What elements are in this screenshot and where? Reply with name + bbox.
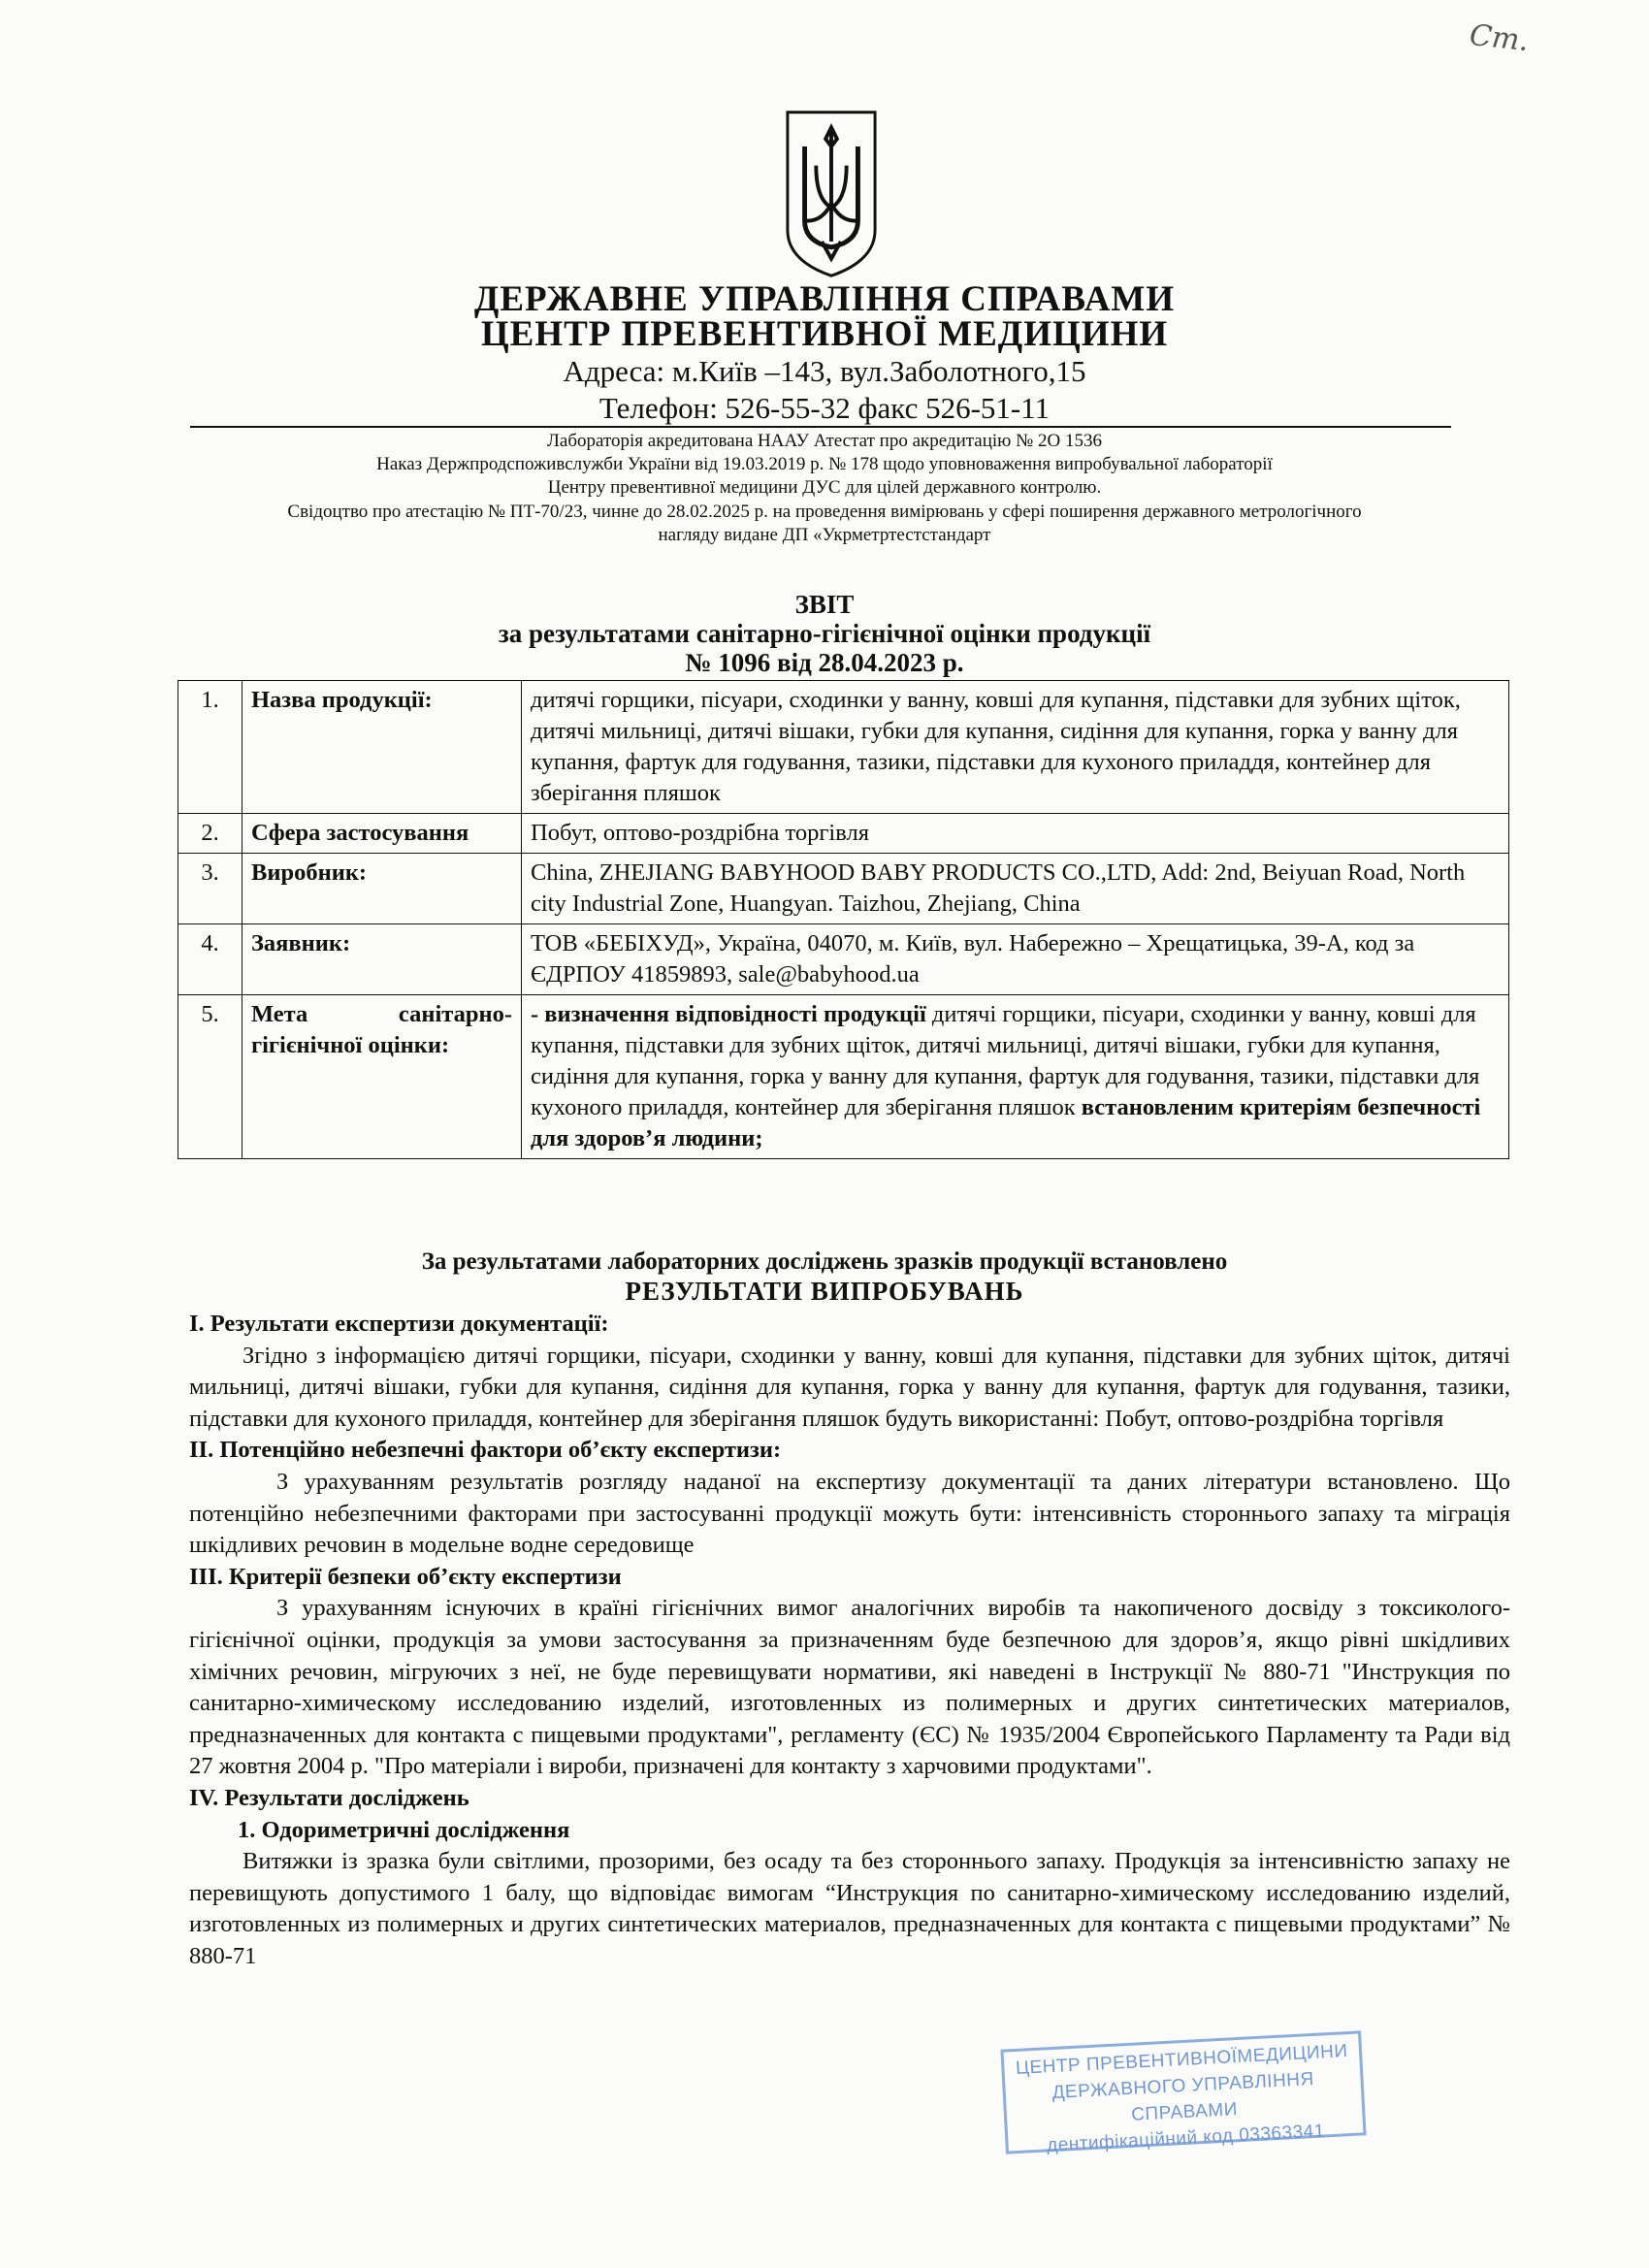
aim-bold-end: встановленим критеріям безпечності для здоров’я людини;	[531, 1094, 1481, 1151]
organization-stamp	[1000, 2030, 1366, 2154]
org-line-1: ДЕРЖАВНЕ УПРАВЛІННЯ СПРАВАМИ	[473, 279, 1176, 319]
address: Адреса: м.Київ –143, вул.Заболотного,15	[563, 354, 1086, 388]
product-info-table	[178, 680, 1509, 1159]
phone-fax: Телефон: 526-55-32 факс 526-51-11	[598, 391, 1051, 425]
table-row	[178, 995, 1509, 1159]
row-label	[242, 995, 522, 1159]
coat-of-arms-icon	[784, 107, 879, 281]
section-2-title: ІІ. Потенційно небезпечні фактори об’єкту експертизи:	[189, 1437, 782, 1464]
section-2-text: З урахуванням результатів розгляду наданої на експертизу документації та даних літератури встановлено. Що потенційно небезпечними факторами при застосуванні продукції можуть бути: інтенсивність стороннього запаху та міграція шкідливих речовин в модельне водне середовище	[189, 1468, 1510, 1559]
row-value: Побут, оптово-роздрібна торгівля	[522, 814, 1509, 854]
section-3-title: ІІІ. Критерії безпеки об’єкту експертизи	[189, 1563, 622, 1590]
row-value: дитячі горщики, пісуари, сходинки у ванну, ковші для купання, підставки для зубних щіток, дитячі мильниці, дитячі вішаки, губки для купання, сидіння для купання, горка у ванну для купання, фартук для годування, тазики, підставки для кухоного приладдя, контейнер для зберігання пляшок	[522, 681, 1509, 814]
row-label: Назва продукції:	[242, 681, 522, 814]
row-number: 3.	[178, 854, 242, 924]
results-heading: РЕЗУЛЬТАТИ ВИПРОБУВАНЬ	[625, 1277, 1024, 1306]
section-4-title: IV. Результати досліджень	[189, 1784, 469, 1811]
report-number: № 1096 від 28.04.2023 р.	[685, 648, 964, 677]
handwritten-mark: Cm.	[1468, 17, 1531, 59]
section-1-text: Згідно з інформацією дитячі горщики, пісуари, сходинки у ванну, ковші для купання, підставки для зубних щіток, дитячі мильниці, дитячі вішаки, губки для купання, сидіння для купання, горка у ванну для купання, фартук для годування, тазики, підставки для кухоного приладдя, контейнер для зберігання пляшок будуть використанні: Побут, оптово-роздрібна торгівля	[189, 1342, 1510, 1432]
section-1-title: І. Результати експертизи документації:	[189, 1311, 609, 1337]
table-row	[178, 924, 1509, 995]
table-row	[178, 854, 1509, 924]
row-number: 4.	[178, 924, 242, 995]
results-intro: За результатами лабораторних досліджень зразків продукції встановлено	[421, 1248, 1228, 1275]
org-line-2: ЦЕНТР ПРЕВЕНТИВНОЇ МЕДИЦИНИ	[480, 314, 1169, 354]
stamp-line: дентифікаційний код 03363341	[1046, 2121, 1326, 2156]
accreditation-line: нагляду видане ДП «Укрметртестстандарт	[658, 525, 991, 545]
stamp-line: ЦЕНТР ПРЕВЕНТИВНОЇМЕДИЦИНИ	[1015, 2041, 1349, 2080]
section-4-text: Витяжки із зразка були світлими, прозорими, без осаду та без стороннього запаху. Продукція за інтенсивністю запаху не перевищують допустимого 1 балу, що відповідає вимогам “Инструкция по санитарно-химическому исследованию изделий, изготовленных из полимерных и других синтетических материалов, предназначенных для контакта с пищевыми продуктами” № 880-71	[189, 1848, 1510, 1969]
row-number: 1.	[178, 681, 242, 814]
row-value	[522, 995, 1509, 1159]
accreditation-line: Наказ Держпродспоживслужби України від 19.03.2019 р. № 178 щодо уповноваження випробувальної лабораторії	[376, 454, 1273, 474]
row-number: 5.	[178, 995, 242, 1159]
section-4-subtitle: 1. Одориметричні дослідження	[238, 1816, 570, 1843]
report-title: ЗВІТ	[794, 590, 855, 619]
row-number: 2.	[178, 814, 242, 854]
accreditation-line: Лабораторія акредитована НААУ Атестат про акредитацію № 2О 1536	[547, 431, 1102, 451]
accreditation-line: Свідоцтво про атестацію № ПТ-70/23, чинне до 28.02.2025 р. на проведення вимірювань у сфері поширення державного метрологічного	[287, 502, 1362, 522]
section-3-text: З урахуванням існуючих в країні гігієнічних вимог аналогічних виробів та накопиченого досвіду з токсиколого-гігієнічної оцінки, продукція за умови застосування за призначенням буде безпечною для здоров’я, якщо рівні шкідливих хімічних речовин, мігруючих з неї, не буде перевищувати нормативи, які наведені в Інструкції № 880-71 "Инструкция по санитарно-химическому исследованию изделий, изготовленных из полимерных и других синтетических материалов, предназначенных для контакта с пищевыми продуктами", регламенту (ЄС) № 1935/2004 Європейського Парламенту та Ради від 27 жовтня 2004 р. "Про матеріали і вироби, призначені для контакту з харчовими продуктами".	[189, 1595, 1510, 1780]
row-label: Сфера застосування	[242, 814, 522, 854]
row-value: China, ZHEJIANG BABYHOOD BABY PRODUCTS CO.,LTD, Add: 2nd, Beiyuan Road, North city Industrial Zone, Huangyan. Taizhou, Zhejiang, China	[522, 854, 1509, 924]
report-subtitle: за результатами санітарно-гігієнічної оцінки продукції	[498, 619, 1151, 648]
row-label: Заявник:	[242, 924, 522, 995]
results-body	[189, 1309, 1510, 1972]
accreditation-line: Центру превентивної медицини ДУС для цілей державного контролю.	[547, 477, 1102, 498]
aim-products: дитячі горщики, пісуари, сходинки у ванну, ковші для купання, підставки для зубних щіток, дитячі мильниці, дитячі вішаки, губки для купання, сидіння для купання, горка у ванну для купання, фартук для годування, тазики, підставки для кухоного приладдя, контейнер для зберігання пляшок	[531, 1001, 1480, 1120]
row-label: Виробник:	[242, 854, 522, 924]
table-row	[178, 814, 1509, 854]
row-value: ТОВ «БЕБІХУД», Україна, 04070, м. Київ, вул. Набережно – Хрещатицька, 39-А, код за ЄДРПОУ 41859893, sale@babyhood.ua	[522, 924, 1509, 995]
aim-bold-start: - визначення відповідності продукції	[531, 1001, 926, 1027]
aim-label-line-1: Мета санітарно-	[251, 1001, 512, 1027]
table-row	[178, 681, 1509, 814]
header-divider	[190, 426, 1451, 428]
aim-label-line-2: гігієнічної оцінки:	[251, 1032, 450, 1058]
stamp-line: ДЕРЖАВНОГО УПРАВЛІННЯ СПРАВАМИ	[1051, 2068, 1315, 2125]
